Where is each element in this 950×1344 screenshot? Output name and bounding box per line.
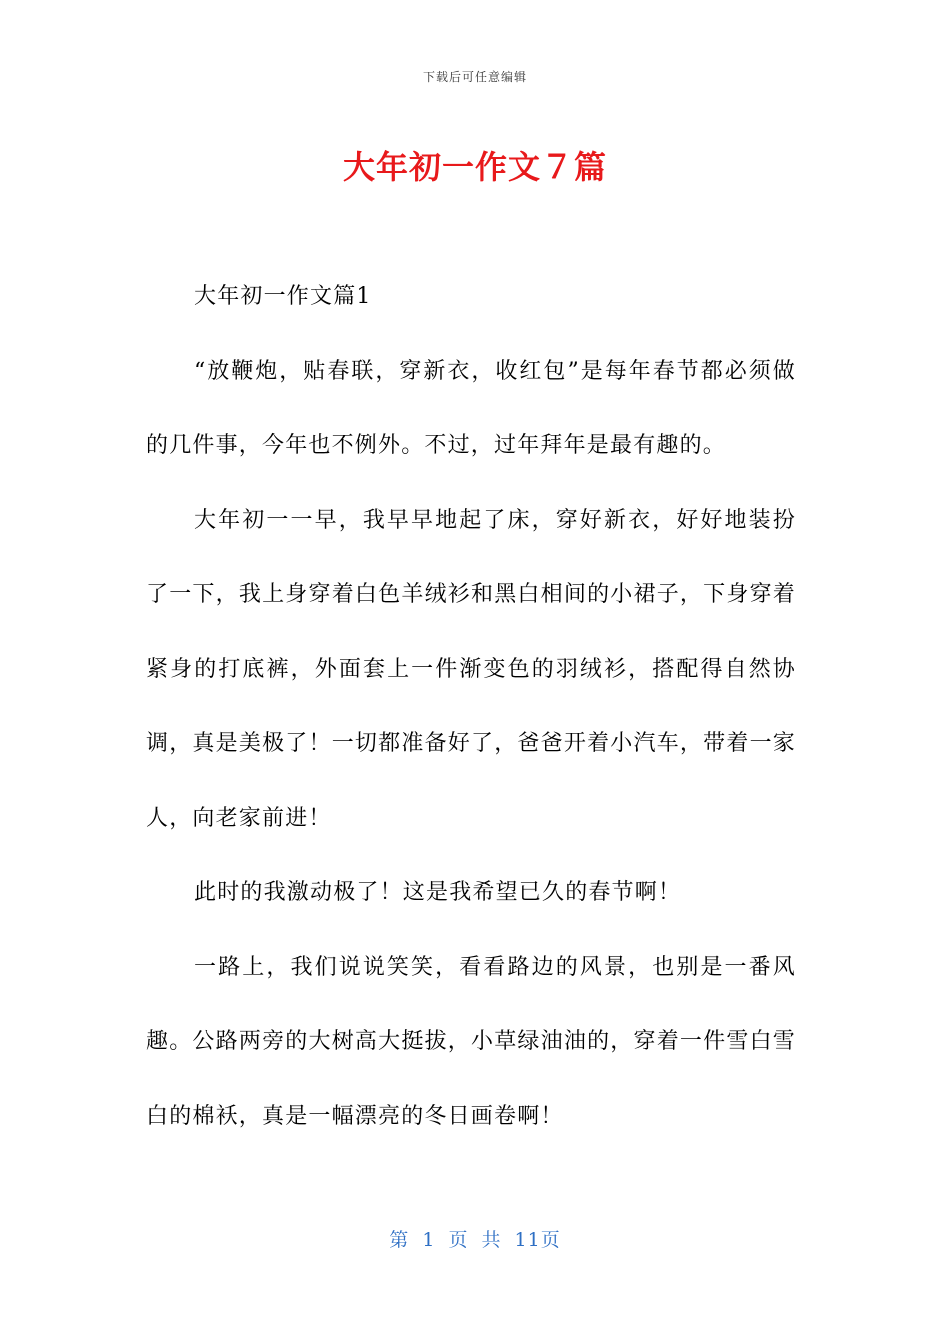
document-body <box>146 260 796 1154</box>
document-title: 大年初一作文７篇 <box>342 148 607 186</box>
header-note: 下载后可任意编辑 <box>422 70 527 84</box>
paragraph: 大年初一一早，我早早地起了床，穿好新衣，好好地装扮了一下，我上身穿着白色羊绒衫和黑白相间的小裙子，下身穿着紧身的打底裤，外面套上一件渐变色的羽绒衫，搭配得自然协调，真是美极了！一切都准备好了，爸爸开着小汽车，带着一家人，向老家前进！ <box>146 507 796 831</box>
paragraph: “放鞭炮，贴春联，穿新衣，收红包”是每年春节都必须做的几件事，今年也不例外。不过，过年拜年是最有趣的。 <box>146 358 796 458</box>
paragraph-heading: 大年初一作文篇1 <box>194 284 372 309</box>
page-indicator: 第 1 页 共 11页 <box>389 1229 561 1251</box>
paragraph: 一路上，我们说说笑笑，看看路边的风景，也别是一番风趣。公路两旁的大树高大挺拔，小草绿油油的，穿着一件雪白雪白的棉袄，真是一幅漂亮的冬日画卷啊！ <box>146 954 796 1129</box>
paragraph: 此时的我激动极了！这是我希望已久的春节啊！ <box>194 880 682 905</box>
